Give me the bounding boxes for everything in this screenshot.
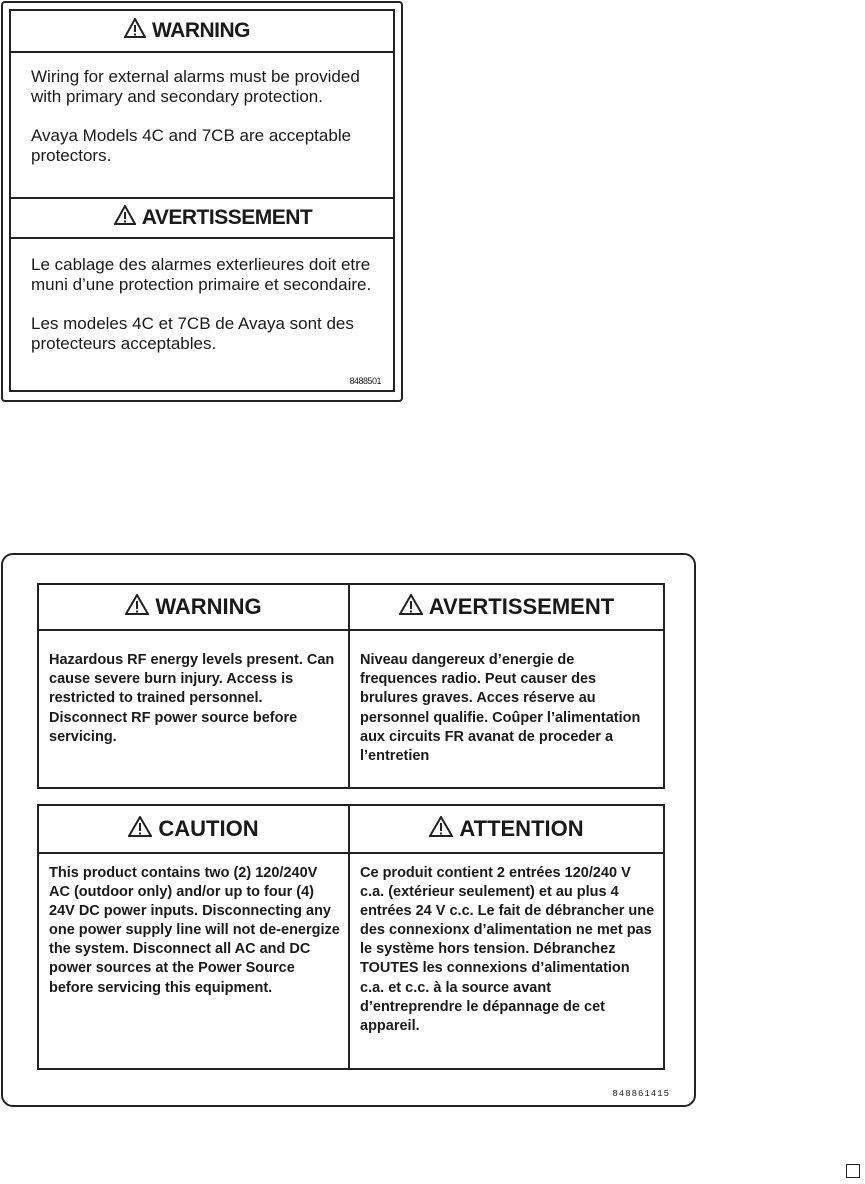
label-id: 8488501	[349, 376, 381, 386]
warning-paragraph: Avaya Models 4C and 7CB are acceptable protectors.	[31, 126, 352, 165]
warning-header	[11, 11, 393, 53]
rf-warning-panel	[37, 583, 665, 789]
warning-triangle-icon	[429, 816, 453, 843]
alarm-wiring-label-inner	[9, 9, 395, 392]
avertissement-header	[11, 197, 393, 239]
rf-power-label	[1, 553, 696, 1107]
caution-header	[39, 806, 350, 854]
avertissement-paragraph: Les modeles 4C et 7CB de Avaya sont des protecteurs acceptables.	[31, 314, 354, 353]
attention-header	[350, 806, 663, 854]
warning-text: Hazardous RF energy levels present. Can cause severe burn injury. Access is restricted to trained personnel. Disconnect RF power source before servicing.	[39, 631, 350, 787]
warning-title: WARNING	[152, 19, 250, 42]
attention-text: Ce produit contient 2 entrées 120/240 V c.a. (extérieur seulement) et au plus 4 entrées 24 V c.c. Le fait de débrancher une des connexionx d’alimentation ne met pas le système hors tension. Débranchez TOUTES les connexions d’alimentation c.a. et c.c. à la source avant d’entreprendre le dépannage de cet appareil.	[360, 865, 655, 1034]
caution-title: CAUTION	[158, 816, 259, 841]
label-id: 848861415	[612, 1089, 670, 1099]
avertissement-header	[350, 585, 663, 631]
alarm-wiring-label	[1, 1, 403, 402]
attention-title: ATTENTION	[459, 816, 584, 841]
avertissement-text	[31, 255, 383, 373]
warning-triangle-icon	[114, 205, 136, 231]
warning-triangle-icon	[125, 594, 149, 621]
avertissement-text: Niveau dangereux d’energie de frequences radio. Peut causer des brulures graves. Acces réserve au personnel qualifie. Coûper l’alimentation aux circuits FR avanat de proceder a l’entretien	[360, 652, 641, 765]
warning-title: WARNING	[155, 594, 262, 619]
warning-triangle-icon	[124, 18, 146, 44]
avertissement-title: AVERTISSEMENT	[141, 206, 313, 229]
checkbox-icon	[846, 1164, 860, 1178]
power-caution-panel	[37, 804, 665, 1070]
warning-paragraph: Wiring for external alarms must be provided with primary and secondary protection.	[31, 67, 360, 106]
caution-text: This product contains two (2) 120/240V AC (outdoor only) and/or up to four (4) 24V DC power inputs. Disconnecting any one power supply line will not de-energize the system. Disconnect all AC and DC power sources at the Power Source before servicing this equipment.	[39, 854, 350, 1068]
warning-header	[39, 585, 350, 631]
warning-triangle-icon	[399, 594, 423, 621]
avertissement-paragraph: Le cablage des alarmes exterlieures doit etre muni d’une protection primaire et secondaire.	[31, 255, 372, 294]
warning-triangle-icon	[128, 816, 152, 843]
avertissement-title: AVERTISSEMENT	[428, 594, 615, 619]
warning-text	[31, 67, 383, 185]
